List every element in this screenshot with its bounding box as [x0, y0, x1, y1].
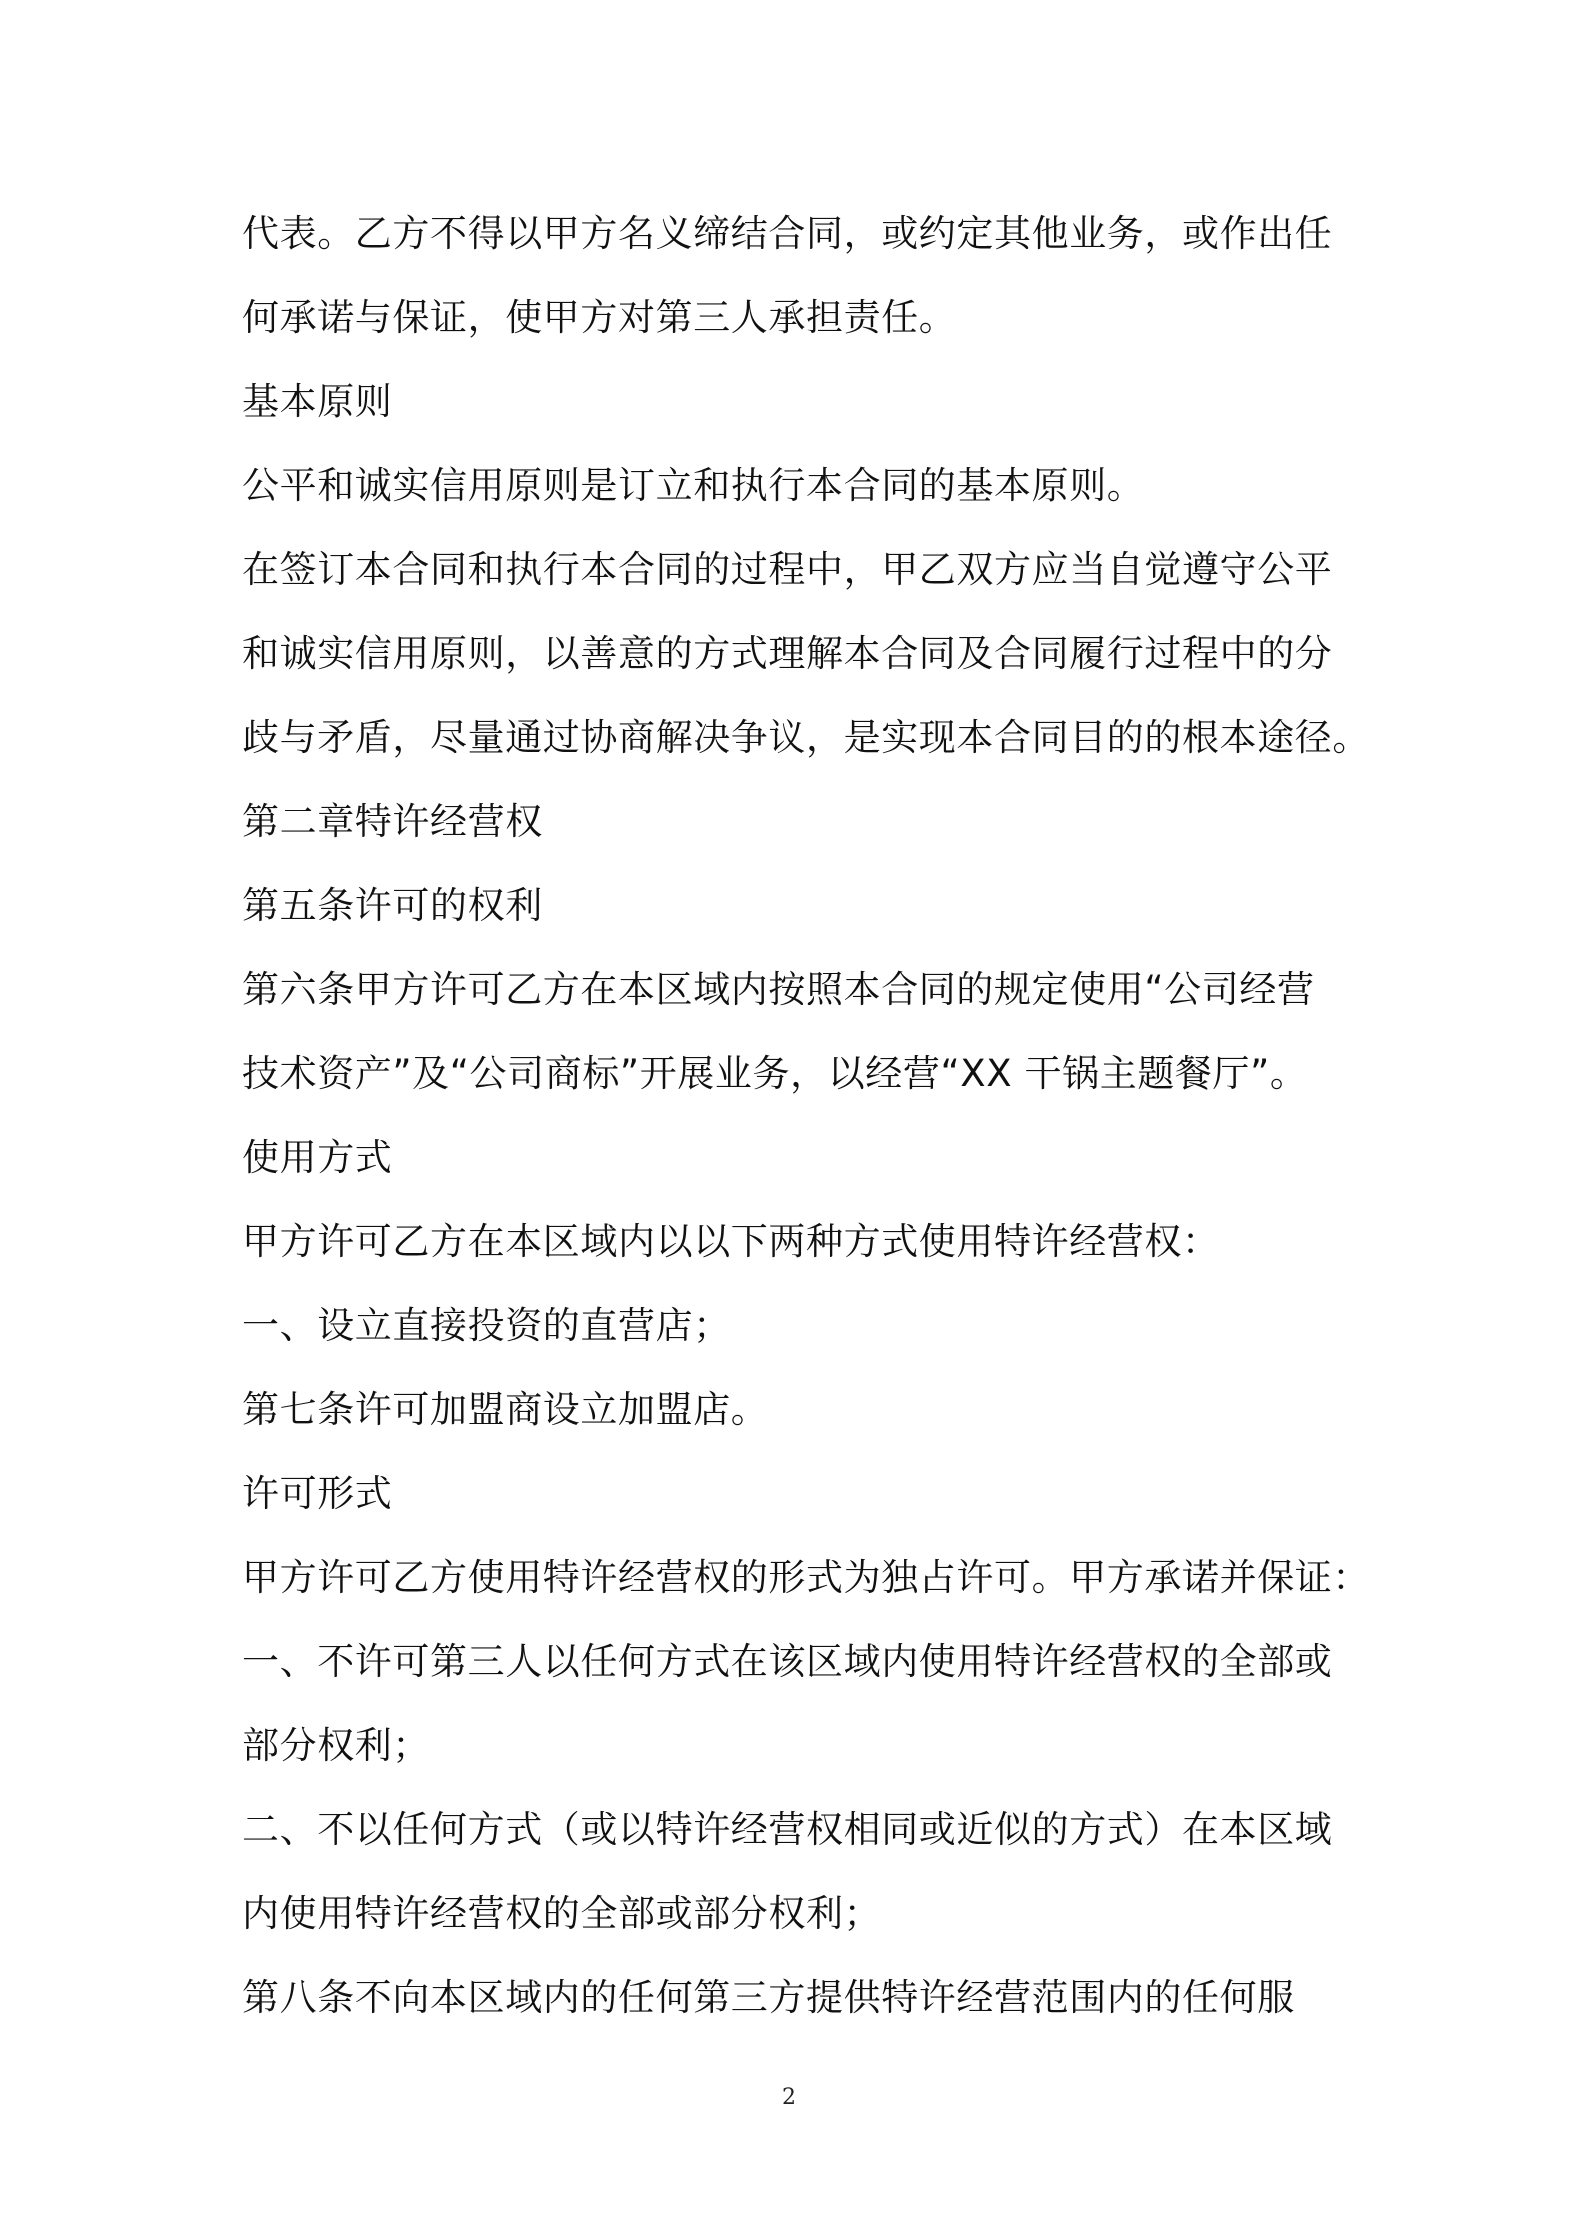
text-line: 部分权利； — [242, 1724, 430, 1767]
section-heading: 使用方式 — [242, 1136, 393, 1179]
text-line: 和诚实信用原则，以善意的方式理解本合同及合同履行过程中的分 — [242, 632, 1333, 675]
page-number: 2 — [782, 2085, 796, 2110]
text-line: 内使用特许经营权的全部或部分权利； — [242, 1892, 882, 1935]
text-line: 第八条不向本区域内的任何第三方提供特许经营范围内的任何服 — [242, 1976, 1295, 2019]
text-line: 第七条许可加盟商设立加盟店。 — [242, 1388, 769, 1431]
text-line: 公平和诚实信用原则是订立和执行本合同的基本原则。 — [242, 464, 1145, 507]
text-line: 代表。乙方不得以甲方名义缔结合同，或约定其他业务，或作出任 — [242, 212, 1333, 255]
text-line: 在签订本合同和执行本合同的过程中，甲乙双方应当自觉遵守公平 — [242, 548, 1333, 591]
article-heading: 第五条许可的权利 — [242, 884, 543, 927]
section-heading: 许可形式 — [242, 1472, 393, 1515]
text-line: 技术资产”及“公司商标”开展业务，以经营“XX 干锅主题餐厅”。 — [242, 1052, 1308, 1095]
document-body — [242, 192, 1370, 2040]
list-item: 一、设立直接投资的直营店； — [242, 1304, 731, 1347]
list-item: 一、不许可第三人以任何方式在该区域内使用特许经营权的全部或 — [242, 1640, 1333, 1683]
text-line: 第六条甲方许可乙方在本区域内按照本合同的规定使用“公司经营 — [242, 968, 1315, 1011]
text-line: 何承诺与保证，使甲方对第三人承担责任。 — [242, 296, 957, 339]
chapter-heading: 第二章特许经营权 — [242, 800, 543, 843]
section-heading: 基本原则 — [242, 380, 393, 423]
text-line: 甲方许可乙方使用特许经营权的形式为独占许可。甲方承诺并保证： — [242, 1556, 1370, 1599]
list-item: 二、不以任何方式（或以特许经营权相同或近似的方式）在本区域 — [242, 1808, 1333, 1851]
text-line: 甲方许可乙方在本区域内以以下两种方式使用特许经营权： — [242, 1220, 1220, 1263]
text-line: 歧与矛盾，尽量通过协商解决争议，是实现本合同目的的根本途径。 — [242, 716, 1370, 759]
